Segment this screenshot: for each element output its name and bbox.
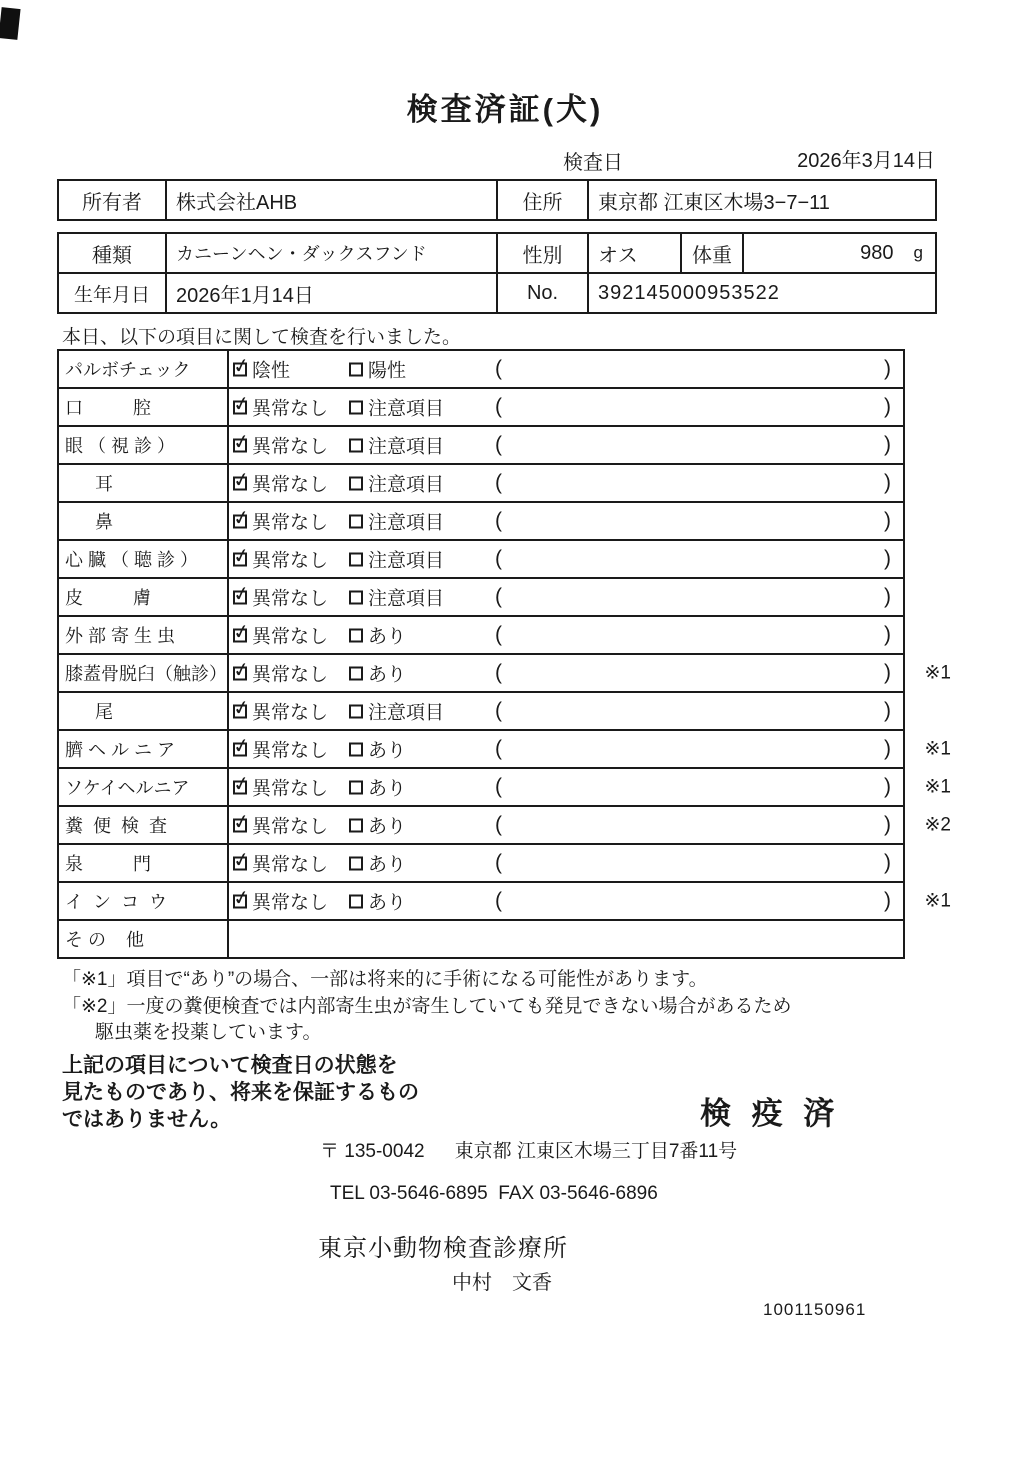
option-label: あり: [368, 892, 407, 914]
clinic-address: 東京都 江東区木場三丁目7番11号: [454, 1141, 738, 1162]
checklist-item-label: 眼 （ 視 診 ）: [59, 427, 229, 463]
checklist-options: [229, 617, 903, 653]
checkbox-unchecked-icon: [349, 590, 363, 604]
checkbox-checked-icon: [233, 742, 247, 756]
no-label: No.: [496, 274, 587, 312]
checklist-item-label: 心 臓 （ 聴 診 ）: [59, 541, 229, 577]
checklist-options: [229, 731, 951, 767]
disclaimer-line-3: ではありません。: [62, 1108, 232, 1131]
clinic-name: 東京小動物検査診療所: [318, 1235, 568, 1262]
checklist-item-label: 糞 便 検 査: [59, 807, 229, 843]
checklist-item-label: 泉 門: [59, 845, 229, 881]
checklist-options: [229, 655, 951, 691]
checklist-row-umbilical-hernia: [59, 729, 951, 767]
checklist-options: [229, 921, 903, 957]
paren-open: (: [495, 395, 502, 418]
option-label: 異常なし: [252, 816, 329, 838]
paren-open: (: [495, 813, 502, 836]
breed-label: 種類: [92, 244, 132, 267]
option-label: 注意項目: [368, 398, 445, 420]
checklist-item-label: 鼻: [59, 503, 229, 539]
checklist-table: [57, 349, 951, 959]
checklist-row-ears: [59, 463, 903, 501]
row-note: ※1: [924, 776, 951, 798]
paren-close: ): [884, 699, 891, 722]
checklist-row-nose: [59, 501, 903, 539]
option-label: 異常なし: [252, 398, 329, 420]
owner-table: [57, 179, 937, 221]
checklist-options: [229, 769, 951, 805]
birth-row: [59, 272, 935, 312]
checklist-row-other: [59, 919, 903, 957]
intro-text: 本日、以下の項目に関して検査を行いました。: [62, 327, 462, 348]
checkbox-unchecked-icon: [349, 514, 363, 528]
option-label: 異常なし: [252, 626, 329, 648]
checkbox-checked-icon: [233, 438, 247, 452]
option-label: 異常なし: [252, 664, 329, 686]
checklist-item-label: 皮 膚: [59, 579, 229, 615]
option-label: 注意項目: [368, 474, 445, 496]
serial-number: 1001150961: [763, 1300, 867, 1319]
checklist-row-parvo: [59, 351, 903, 387]
checklist-row-skin: [59, 577, 903, 615]
row-note: ※1: [924, 890, 951, 912]
checklist-item-label: 臍 ヘ ル ニ ア: [59, 731, 229, 767]
checkbox-unchecked-icon: [349, 856, 363, 870]
option-label: 注意項目: [368, 550, 445, 572]
checklist-options: [229, 351, 903, 387]
checkbox-unchecked-icon: [349, 552, 363, 566]
option-label: 異常なし: [252, 702, 329, 724]
paren-open: (: [495, 775, 502, 798]
checkbox-unchecked-icon: [349, 628, 363, 642]
checklist-row-heart: [59, 539, 903, 577]
checklist-options: [229, 541, 903, 577]
option-label: あり: [368, 854, 407, 876]
option-label: 陽性: [368, 360, 407, 382]
checklist-options: [229, 807, 951, 843]
disclaimer-text: [62, 1052, 419, 1133]
checkbox-checked-icon: [233, 400, 247, 414]
checkbox-checked-icon: [233, 894, 247, 908]
weight-value: 980: [860, 241, 894, 264]
paren-open: (: [495, 737, 502, 760]
inspection-date-value: 2026年3月14日: [797, 150, 935, 172]
veterinarian-name: 中村 文香: [452, 1272, 552, 1294]
checklist-row-ectoparasite: [59, 615, 903, 653]
clinic-phone: TEL 03-5646-6895 FAX 03-5646-6896: [330, 1183, 658, 1204]
checklist-options: [229, 503, 903, 539]
checklist-item-label: 耳: [59, 465, 229, 501]
checklist-options: [229, 427, 903, 463]
option-label: 異常なし: [252, 854, 329, 876]
option-label: 異常なし: [252, 474, 329, 496]
row-note: ※2: [924, 814, 951, 836]
option-label: 注意項目: [368, 512, 445, 534]
checklist-row-fecal-exam: [59, 805, 951, 843]
paren-close: ): [884, 851, 891, 874]
paren-close: ): [884, 585, 891, 608]
checklist-row-mouth: [59, 387, 903, 425]
checkbox-unchecked-icon: [349, 362, 363, 376]
paren-open: (: [495, 357, 502, 380]
checklist-row-tail: [59, 691, 903, 729]
checkbox-checked-icon: [233, 476, 247, 490]
row-note: ※1: [924, 662, 951, 684]
option-label: 異常なし: [252, 778, 329, 800]
paren-close: ): [884, 547, 891, 570]
checkbox-unchecked-icon: [349, 438, 363, 452]
checklist-row-inkou: [59, 881, 951, 919]
checklist-options: [229, 693, 903, 729]
checklist-item-label: 口 腔: [59, 389, 229, 425]
address-value: 東京都 江東区木場3−7−11: [587, 181, 935, 219]
paren-open: (: [495, 661, 502, 684]
weight-unit: g: [913, 243, 923, 262]
footnote-2-line2: 駆虫薬を投薬しています。: [95, 1022, 322, 1043]
page-title: 検査済証(犬): [406, 92, 604, 127]
checklist-options: [229, 579, 903, 615]
pet-info-table: [57, 232, 937, 314]
disclaimer-line-1: 上記の項目について検査日の状態を: [62, 1054, 398, 1077]
address-label: 住所: [496, 181, 587, 219]
checkbox-unchecked-icon: [349, 742, 363, 756]
paren-close: ): [884, 737, 891, 760]
scan-artifact-mark: [0, 7, 21, 40]
option-label: 異常なし: [252, 512, 329, 534]
checkbox-checked-icon: [233, 628, 247, 642]
checkbox-unchecked-icon: [349, 704, 363, 718]
paren-close: ): [884, 623, 891, 646]
checkbox-unchecked-icon: [349, 818, 363, 832]
birth-value: 2026年1月14日: [165, 274, 496, 312]
checklist-options: [229, 465, 903, 501]
option-label: 異常なし: [252, 740, 329, 762]
no-value: 392145000953522: [587, 274, 935, 312]
row-note: ※1: [924, 738, 951, 760]
checkbox-unchecked-icon: [349, 400, 363, 414]
checkbox-unchecked-icon: [349, 666, 363, 680]
checklist-options: [229, 389, 903, 425]
option-label: あり: [368, 626, 407, 648]
checklist-row-fontanelle: [59, 843, 903, 881]
paren-close: ): [884, 357, 891, 380]
footnote-2-line1: 「※2」一度の糞便検査では内部寄生虫が寄生していても発見できない場合があるため: [62, 996, 792, 1017]
option-label: あり: [368, 740, 407, 762]
paren-open: (: [495, 889, 502, 912]
checkbox-checked-icon: [233, 704, 247, 718]
paren-close: ): [884, 509, 891, 532]
checkbox-checked-icon: [233, 818, 247, 832]
clinic-address-row: [320, 1136, 737, 1163]
checkbox-checked-icon: [233, 590, 247, 604]
paren-close: ): [884, 661, 891, 684]
option-label: 陰性: [252, 360, 291, 382]
paren-close: ): [884, 775, 891, 798]
paren-open: (: [495, 509, 502, 532]
paren-close: ): [884, 471, 891, 494]
weight-label: 体重: [680, 234, 742, 272]
option-label: 異常なし: [252, 550, 329, 572]
quarantine-stamp: 検 疫 済: [700, 1096, 841, 1131]
checkbox-unchecked-icon: [349, 780, 363, 794]
checklist-item-label: パルボチェック: [59, 351, 229, 387]
checklist-options: [229, 883, 951, 919]
breed-row: [59, 234, 935, 272]
checklist-item-label: ソケイヘルニア: [59, 769, 229, 805]
paren-open: (: [495, 851, 502, 874]
paren-close: ): [884, 889, 891, 912]
option-label: あり: [368, 816, 407, 838]
checkbox-checked-icon: [233, 362, 247, 376]
checkbox-unchecked-icon: [349, 476, 363, 490]
paren-open: (: [495, 433, 502, 456]
paren-open: (: [495, 699, 502, 722]
checkbox-checked-icon: [233, 552, 247, 566]
checklist-item-label: そ の 他: [59, 921, 229, 957]
option-label: 異常なし: [252, 588, 329, 610]
weight-cell: [742, 234, 935, 272]
paren-open: (: [495, 585, 502, 608]
checklist-row-eyes: [59, 425, 903, 463]
paren-close: ): [884, 813, 891, 836]
breed-value: カニーンヘン・ダックスフンド: [165, 234, 496, 272]
checkbox-checked-icon: [233, 666, 247, 680]
owner-label: 所有者: [82, 191, 142, 214]
option-label: 異常なし: [252, 436, 329, 458]
footnote-1: 「※1」項目で“あり”の場合、一部は将来的に手術になる可能性があります。: [62, 969, 708, 990]
checklist-options: [229, 845, 903, 881]
paren-close: ): [884, 395, 891, 418]
checkbox-checked-icon: [233, 856, 247, 870]
option-label: 注意項目: [368, 436, 445, 458]
option-label: 注意項目: [368, 588, 445, 610]
checklist-row-patella: [59, 653, 951, 691]
option-label: 異常なし: [252, 892, 329, 914]
checkbox-checked-icon: [233, 780, 247, 794]
owner-row: [59, 181, 935, 219]
postal-code: 〒 135-0042: [320, 1141, 425, 1162]
owner-value: 株式会社AHB: [165, 181, 496, 219]
paren-open: (: [495, 471, 502, 494]
inspection-date-label: 検査日: [563, 152, 623, 174]
checklist-item-label: 膝蓋骨脱臼（触診）: [59, 655, 229, 691]
checklist-item-label: イ ン コ ウ: [59, 883, 229, 919]
paren-close: ): [884, 433, 891, 456]
checklist-row-inguinal-hernia: [59, 767, 951, 805]
paren-open: (: [495, 623, 502, 646]
option-label: 注意項目: [368, 702, 445, 724]
option-label: あり: [368, 664, 407, 686]
checkbox-unchecked-icon: [349, 894, 363, 908]
disclaimer-line-2: 見たものであり、将来を保証するもの: [62, 1081, 419, 1104]
sex-label: 性別: [496, 234, 587, 272]
birth-label: 生年月日: [73, 284, 150, 306]
sex-value: オス: [587, 234, 680, 272]
checkbox-checked-icon: [233, 514, 247, 528]
option-label: あり: [368, 778, 407, 800]
paren-open: (: [495, 547, 502, 570]
checklist-item-label: 外 部 寄 生 虫: [59, 617, 229, 653]
checklist-item-label: 尾: [59, 693, 229, 729]
